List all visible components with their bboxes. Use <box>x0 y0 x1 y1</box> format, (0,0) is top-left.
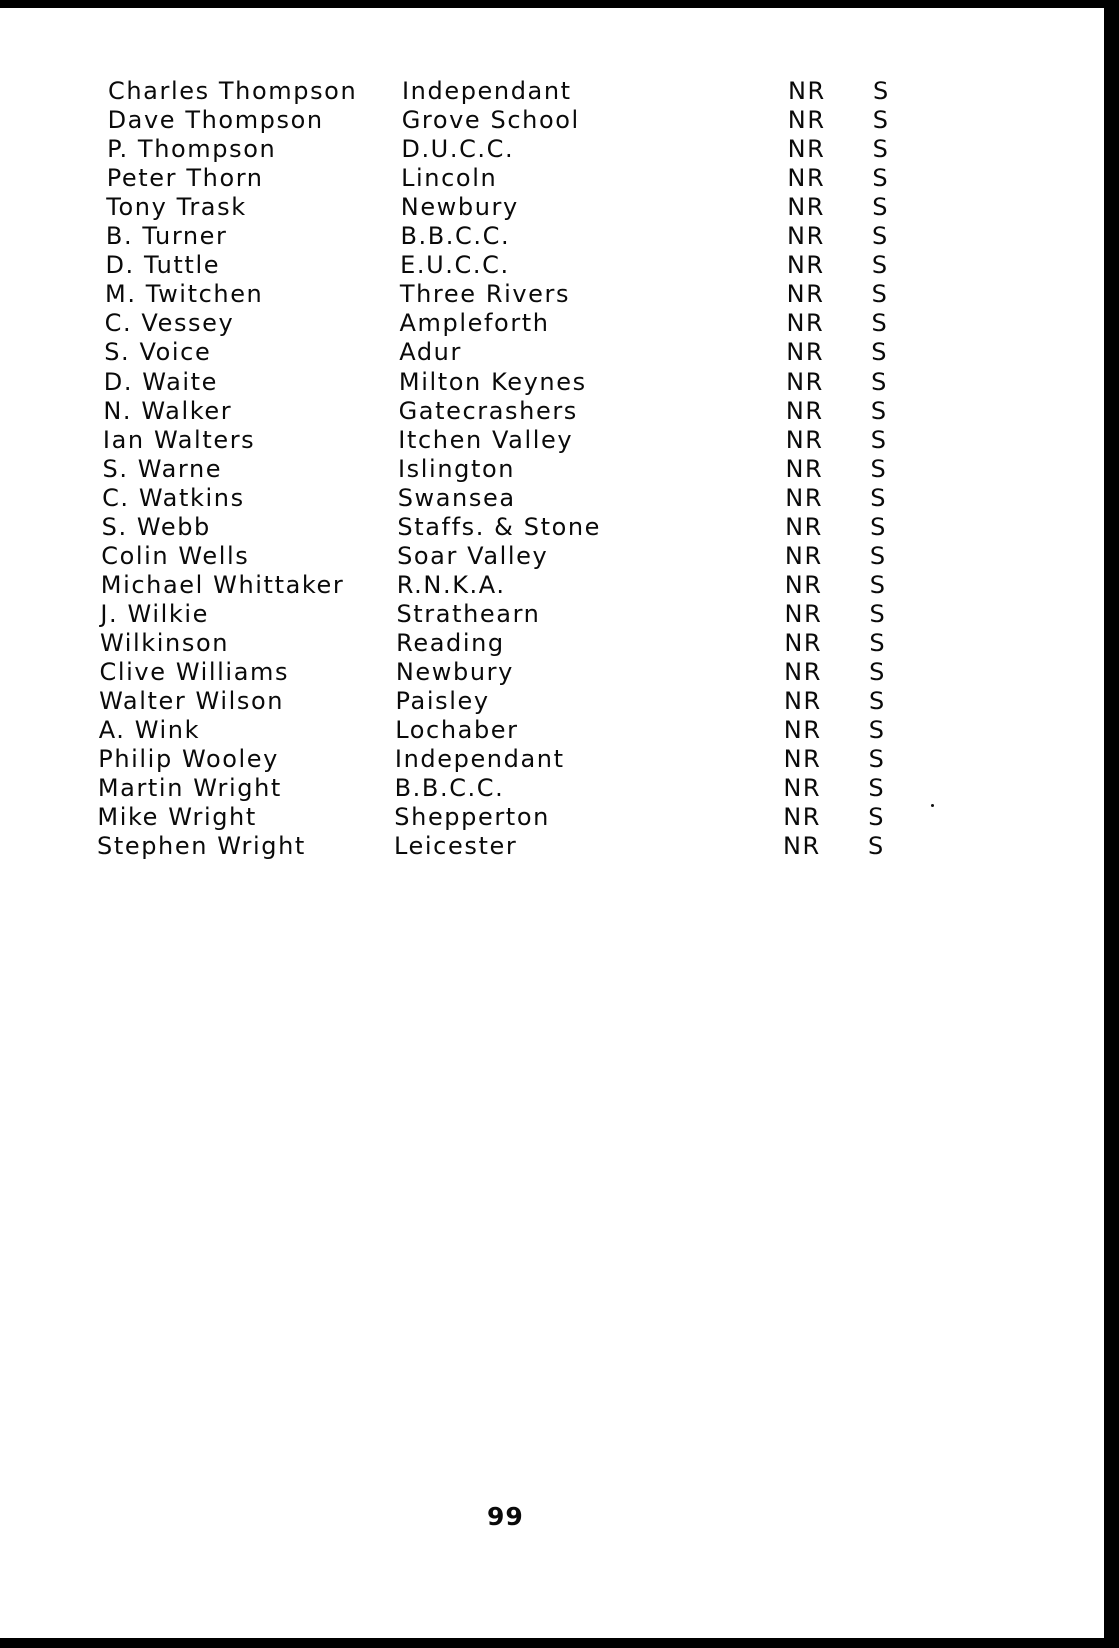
list-item <box>0 803 1104 831</box>
entry-name: S. Warne <box>102 454 223 483</box>
entry-flag: S <box>871 367 888 396</box>
entry-name: S. Webb <box>101 512 211 541</box>
list-item <box>0 135 1104 163</box>
entry-code: NR <box>785 425 824 454</box>
list-item <box>0 77 1104 105</box>
entry-code: NR <box>784 541 823 570</box>
entry-flag: S <box>872 222 889 251</box>
entry-code: NR <box>783 803 822 832</box>
entry-club: Islington <box>398 454 516 483</box>
entry-club: Adur <box>399 338 462 367</box>
entry-code: NR <box>783 832 821 861</box>
entry-club: E.U.C.C. <box>400 251 510 280</box>
list-item <box>0 222 1104 250</box>
entry-name: Colin Wells <box>101 541 250 570</box>
entry-name: Charles Thompson <box>108 77 358 105</box>
entry-code: NR <box>783 716 822 745</box>
entry-name: Walter Wilson <box>99 687 285 716</box>
list-item <box>0 571 1104 599</box>
entry-name: A. Wink <box>98 716 201 745</box>
entry-flag: S <box>871 338 889 367</box>
entry-flag: S <box>872 106 890 135</box>
entry-name: C. Watkins <box>102 483 245 512</box>
entry-code: NR <box>786 251 825 280</box>
entry-club: B.B.C.C. <box>394 774 505 803</box>
entry-code: NR <box>784 658 822 686</box>
entry-name: Mike Wright <box>97 803 257 832</box>
entry-club: Grove School <box>401 106 580 135</box>
entry-club: Leicester <box>394 832 518 861</box>
entry-flag: S <box>868 774 886 803</box>
list-item <box>0 455 1104 483</box>
entry-flag: S <box>869 599 887 628</box>
entry-flag: S <box>870 483 888 512</box>
entry-club: Gatecrashers <box>398 396 578 425</box>
entry-code: NR <box>787 135 826 164</box>
entry-name: Philip Wooley <box>98 745 279 774</box>
entry-name: Wilkinson <box>99 628 230 657</box>
entry-name: Clive Williams <box>99 658 290 686</box>
entry-club: D.U.C.C. <box>401 135 515 164</box>
entry-club: Staffs. & Stone <box>397 512 602 541</box>
entry-flag: S <box>868 803 886 832</box>
entry-flag: S <box>869 658 886 686</box>
entry-name: C. Vessey <box>104 309 235 338</box>
print-speck <box>931 804 934 807</box>
entry-name: S. Voice <box>104 338 212 367</box>
list-item <box>0 164 1104 192</box>
entry-name: Tony Trask <box>106 193 247 222</box>
list-item <box>0 368 1104 396</box>
entry-flag: S <box>872 193 890 222</box>
entry-flag: S <box>870 396 888 425</box>
entry-code: NR <box>786 338 825 367</box>
entry-flag: S <box>868 687 886 716</box>
entry-code: NR <box>783 687 822 716</box>
page-number: 99 <box>487 1502 524 1531</box>
document-page <box>0 8 1104 1638</box>
entry-name: Ian Walters <box>102 425 256 454</box>
entry-name: Peter Thorn <box>106 164 264 193</box>
entry-name: B. Turner <box>105 222 228 251</box>
entry-flag: S <box>868 745 886 774</box>
entry-flag: S <box>871 251 889 280</box>
entry-name: Dave Thompson <box>107 106 324 135</box>
entry-code: NR <box>786 280 825 309</box>
entry-club: Three Rivers <box>399 280 571 309</box>
list-item <box>0 629 1104 657</box>
entry-flag: S <box>872 164 890 193</box>
entry-name: P. Thompson <box>107 135 277 164</box>
entry-name: D. Tuttle <box>105 251 221 280</box>
entry-flag: S <box>870 512 887 541</box>
list-item <box>0 484 1104 512</box>
entry-name: Martin Wright <box>97 774 282 803</box>
entry-code: NR <box>784 599 823 628</box>
entry-name: D. Waite <box>103 367 219 396</box>
entry-flag: S <box>870 425 888 454</box>
list-item <box>0 832 1104 860</box>
entry-club: Milton Keynes <box>398 367 587 396</box>
list-item <box>0 193 1104 221</box>
list-item <box>0 338 1104 366</box>
entry-name: Michael Whittaker <box>100 570 345 599</box>
entry-code: NR <box>784 570 823 599</box>
entry-code: NR <box>785 396 824 425</box>
entry-code: NR <box>787 164 826 193</box>
entry-club: Newbury <box>400 193 519 222</box>
entry-club: Independant <box>394 745 565 774</box>
entry-flag: S <box>869 628 887 657</box>
list-item <box>0 687 1104 715</box>
entry-flag: S <box>871 280 889 309</box>
entry-club: Paisley <box>395 687 490 716</box>
entry-flag: S <box>870 454 888 483</box>
entry-club: B.B.C.C. <box>400 222 511 251</box>
entry-club: Newbury <box>395 658 514 686</box>
entry-flag: S <box>869 541 887 570</box>
list-item <box>0 426 1104 454</box>
entry-code: NR <box>784 628 823 657</box>
list-item <box>0 658 1104 686</box>
entry-flag: S <box>872 135 890 164</box>
entry-club: Strathearn <box>396 599 541 628</box>
entry-flag: S <box>873 77 890 105</box>
entry-club: Lochaber <box>395 716 519 745</box>
list-item <box>0 542 1104 570</box>
entry-code: NR <box>787 106 826 135</box>
entry-club: Swansea <box>397 483 516 512</box>
entry-name: J. Wilkie <box>100 599 209 628</box>
entry-flag: S <box>868 832 885 861</box>
list-item <box>0 397 1104 425</box>
entry-code: NR <box>787 222 825 251</box>
entry-club: Soar Valley <box>397 541 549 570</box>
entry-code: NR <box>788 77 826 105</box>
entry-name: Stephen Wright <box>97 832 306 861</box>
entry-flag: S <box>868 716 886 745</box>
list-item <box>0 251 1104 279</box>
entry-name: M. Twitchen <box>105 280 264 309</box>
list-item <box>0 513 1104 541</box>
entry-code: NR <box>785 512 823 541</box>
entry-code: NR <box>786 367 824 396</box>
entry-code: NR <box>785 483 824 512</box>
list-item <box>0 600 1104 628</box>
list-item <box>0 745 1104 773</box>
list-item <box>0 774 1104 802</box>
entry-club: Shepperton <box>394 803 550 832</box>
entry-code: NR <box>786 309 825 338</box>
list-item <box>0 716 1104 744</box>
list-item <box>0 280 1104 308</box>
entry-club: Reading <box>396 628 505 657</box>
entry-club: Ampleforth <box>399 309 550 338</box>
entry-code: NR <box>787 193 826 222</box>
entry-flag: S <box>869 570 887 599</box>
entry-code: NR <box>785 454 824 483</box>
entry-club: Independant <box>402 77 572 105</box>
entry-club: Lincoln <box>401 164 498 193</box>
entry-code: NR <box>783 745 822 774</box>
list-item <box>0 309 1104 337</box>
entry-club: Itchen Valley <box>398 425 574 454</box>
entry-club: R.N.K.A. <box>396 570 506 599</box>
list-item <box>0 106 1104 134</box>
entry-name: N. Walker <box>103 396 233 425</box>
entry-flag: S <box>871 309 889 338</box>
entry-code: NR <box>783 774 822 803</box>
